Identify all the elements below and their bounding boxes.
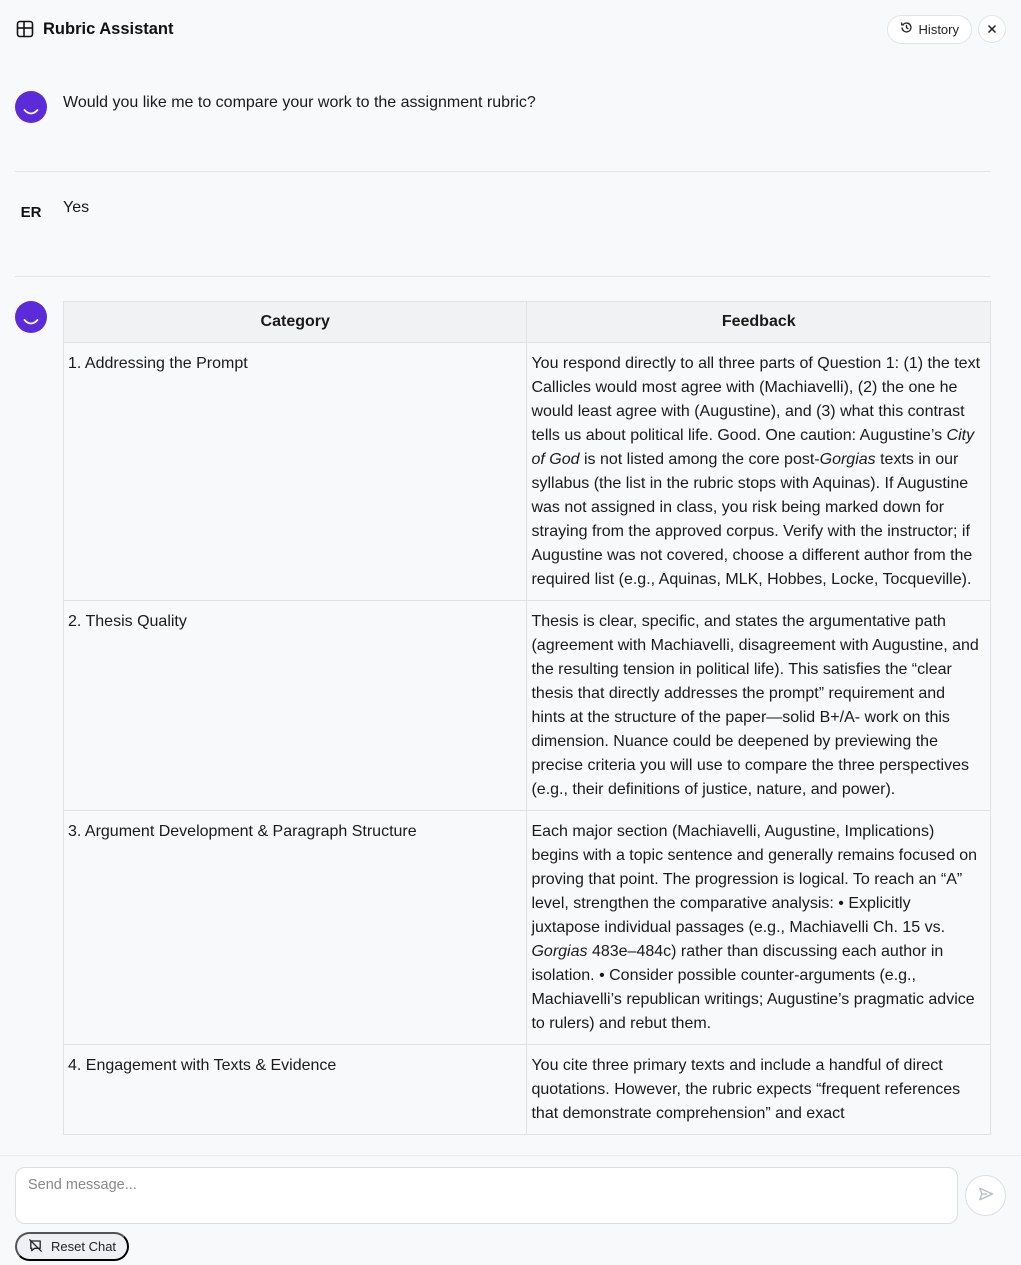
- close-icon: [987, 22, 997, 37]
- app-header: [0, 0, 1021, 58]
- reset-chat-button[interactable]: [15, 1232, 129, 1261]
- layout-grid-icon: [16, 20, 34, 38]
- category-cell: 2. Thesis Quality: [64, 601, 527, 811]
- header-actions: [887, 15, 1006, 44]
- table-row: [64, 601, 991, 811]
- table-header-row: [64, 302, 991, 343]
- feedback-italic: Gorgias: [819, 451, 876, 468]
- feedback-cell: [527, 1045, 991, 1135]
- feedback-cell: [527, 811, 991, 1045]
- message-divider: [15, 276, 991, 277]
- table-row: [64, 343, 991, 601]
- history-label: History: [918, 21, 959, 37]
- chat-off-icon: [28, 1238, 43, 1256]
- close-button[interactable]: [978, 15, 1006, 43]
- assistant-message: [15, 301, 991, 1155]
- reset-chat-label: Reset Chat: [51, 1239, 117, 1254]
- send-button[interactable]: [965, 1175, 1006, 1216]
- user-message: [15, 196, 991, 236]
- table-row: [64, 1045, 991, 1135]
- assistant-message-text: Would you like me to compare your work to the assignment rubric?: [63, 94, 536, 111]
- assistant-avatar: [15, 91, 47, 123]
- table-row: [64, 811, 991, 1045]
- feedback-text: 483e–484c) rather than discussing each author in isolation. • Consider possible counter-arguments (e.g., Machiavelli’s republican writings; Augustine’s pragmatic advice to rulers) and rebut them.: [531, 943, 975, 1032]
- feedback-text: You cite three primary texts and include a handful of direct quotations. However, the rubric expects “frequent references that demonstrate comprehension” and exact: [531, 1057, 961, 1122]
- user-avatar: ER: [20, 203, 42, 221]
- composer: [0, 1155, 1021, 1265]
- feedback-text: You respond directly to all three parts of Question 1: (1) the text Callicles would most agree with (Machiavelli), (2) the one he would least agree with (Augustine), and (3) what this contrast tells us about political life. Good. One caution: Augustine’s: [531, 355, 981, 444]
- feedback-italic: City of God: [531, 427, 975, 468]
- conversation: [0, 58, 1021, 1155]
- message-divider: [15, 171, 991, 172]
- history-icon: [900, 21, 913, 37]
- column-header-category: Category: [64, 302, 527, 343]
- feedback-text: Thesis is clear, specific, and states the argumentative path (agreement with Machiavelli, disagreement with Augustine, and the resulting tension in political life). This satisfies the “clear thesis that directly addresses the prompt” requirement and hints at the structure of the paper—solid B+/A- work on this dimension. Nuance could be deepened by previewing the precise criteria you will use to compare the three perspectives (e.g., their definitions of justice, nature, and power).: [531, 613, 979, 798]
- category-cell: 3. Argument Development & Paragraph Structure: [64, 811, 527, 1045]
- app-title: Rubric Assistant: [43, 19, 174, 38]
- column-header-feedback: Feedback: [527, 302, 991, 343]
- assistant-message: [15, 91, 991, 151]
- category-cell: 1. Addressing the Prompt: [64, 343, 527, 601]
- feedback-cell: [527, 601, 991, 811]
- send-icon: [978, 1186, 994, 1205]
- rubric-table: [63, 301, 991, 1135]
- category-cell: 4. Engagement with Texts & Evidence: [64, 1045, 527, 1135]
- message-input[interactable]: Send message...: [15, 1167, 958, 1224]
- feedback-text: texts in our syllabus (the list in the rubric stops with Aquinas). If Augustine was not assigned in class, you risk being marked down for straying from the approved corpus. Verify with the instructor; if Augustine was not covered, choose a different author from the required list (e.g., Aquinas, MLK, Hobbes, Locke, Tocqueville).: [531, 451, 973, 588]
- user-message-text: Yes: [63, 199, 90, 216]
- feedback-text: is not listed among the core post-: [579, 451, 820, 468]
- feedback-italic: Gorgias: [531, 943, 588, 960]
- feedback-cell: [527, 343, 991, 601]
- feedback-text: Each major section (Machiavelli, Augustine, Implications) begins with a topic sentence and generally remains focused on proving that point. The progression is logical. To reach an “A” level, strengthen the comparative analysis: • Explicitly juxtapose individual passages (e.g., Machiavelli Ch. 15 vs.: [531, 823, 978, 936]
- assistant-avatar: [15, 301, 47, 333]
- brand: [16, 20, 174, 39]
- history-button[interactable]: [887, 15, 972, 44]
